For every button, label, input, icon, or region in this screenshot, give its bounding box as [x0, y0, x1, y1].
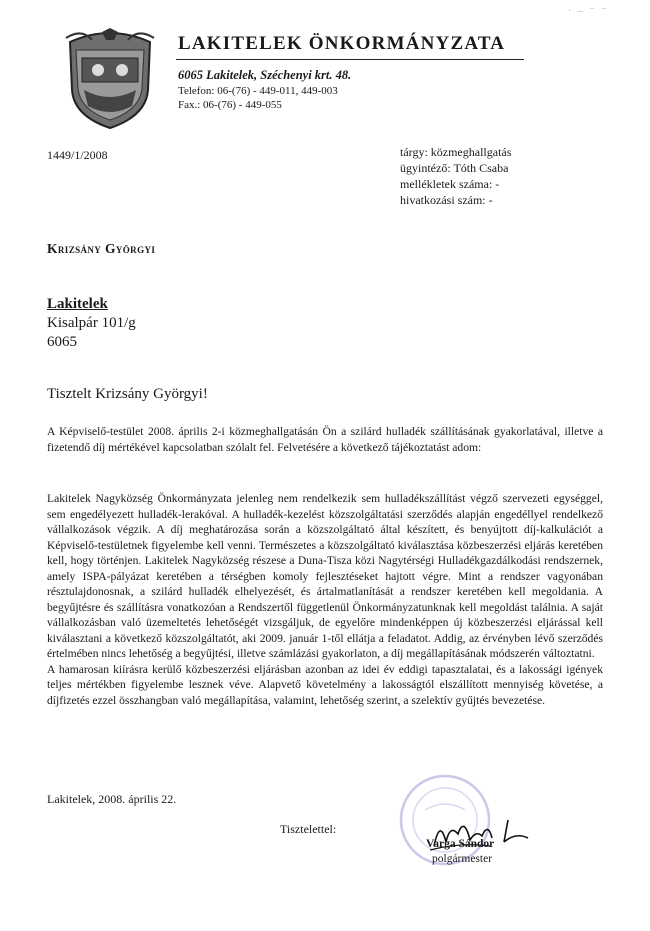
- recipient-postcode: 6065: [47, 334, 77, 350]
- organization-address: 6065 Lakitelek, Széchenyi krt. 48.: [178, 68, 352, 82]
- body-paragraph-2: [47, 491, 603, 708]
- body-paragraph-3-text: A hamarosan kiírásra kerülő közbeszerzési eljárásban azonban az idei év eddigi tapasztalatai, és a lakossági igények teljes mértékben figyelembe lesznek véve. Alapvető követelmény a lakosságtól elszállított mennyiség követése, a díjfizetés ezzel összhangban való megállapítása, valamint, lehetőség szerint, a szelektív gyűjtés bevezetése.: [47, 662, 603, 707]
- body-paragraph-1: A Képviselő-testület 2008. április 2-i közmeghallgatásán Ön a szilárd hulladék szállításának gyakorlatával, illetve a fizetendő díj mértékével kapcsolatban szólalt fel. Felvetésére a következő tájékoztatást adom:: [47, 425, 603, 454]
- letter-metadata: [400, 144, 620, 208]
- subject-line: tárgy: közmeghallgatás: [400, 145, 512, 159]
- recipient-street: Kisalpár 101/g: [47, 315, 136, 331]
- officer-line: ügyintéző: Tóth Csaba: [400, 161, 509, 175]
- closing-regards: Tisztelettel:: [280, 822, 337, 836]
- organization-phone: Telefon: 06-(76) - 449-011, 449-003: [178, 85, 338, 97]
- reference-line: hivatkozási szám: -: [400, 193, 493, 207]
- recipient-address: [47, 295, 136, 352]
- signer-name: Varga Sándor: [426, 838, 495, 850]
- reference-number: 1449/1/2008: [47, 148, 108, 162]
- recipient-city: Lakitelek: [47, 296, 108, 312]
- closing-date: Lakitelek, 2008. április 22.: [47, 792, 177, 806]
- signer-title: polgármester: [432, 853, 493, 865]
- municipal-crest-logo: [62, 28, 158, 130]
- organization-fax: Fax.: 06-(76) - 449-055: [178, 99, 282, 111]
- header-divider: [176, 59, 524, 60]
- body-paragraph-2-text: Lakitelek Nagyközség Önkormányzata jelenleg nem rendelkezik sem hulladékszállítást végző szervezeti egységgel, sem engedélyezett hulladék-lerakóval. A hulladék-kezelést közszolgáltatási szerződés alapján engedéllyel rendelkező vállalkozások végzik. A díj meghatározása során a közszolgáltató által készített, és benyújtott díj-kalkulációt a Képviselő-testületnek figyelembe kell venni. Természetes a közszolgáltató kiválasztása közbeszerzési eljárás keretében kell, hogy történjen. Lakitelek Nagyközség részese a Duna-Tisza közi Nagytérségi Hulladékgazdálkodási rendszernek, amely ISPA-pályázat keretében a térségben komoly fejlesztéseket hajtott végre. Mint a rendszer vagyonában résztulajdonosnak, a szilárd hulladék elhelyezését, és ártalmatlanítását a rendszer keretében kell megoldania. A begyűjtésre és szállításra vonatkozóan a Rendszertől függetlenül Önkormányzatunknak kell megoldást találnia. A saját vállalkozásban való üzemeltetés lehetőségét vizsgáljuk, de egyelőre mindenképpen új közbeszerzési eljárással kell kiválasztani a következő közszolgáltatót, aki 2009. január 1-től ellátja a feladatot. Addig, az érvényben lévő szerződés értelmében nincs lehetőség a begyűjtési, illetve számlázási gyakorlaton, a díj megállapításának módszerén változtatni.: [47, 492, 603, 660]
- attachments-line: mellékletek száma: -: [400, 177, 500, 191]
- organization-name: LAKITELEK ÖNKORMÁNYZATA: [178, 33, 506, 54]
- salutation: Tisztelt Krizsány Györgyi!: [47, 386, 208, 402]
- corner-mark: · ‒ ⁻ ⁻: [568, 6, 609, 17]
- recipient-name: Krizsány Györgyi: [47, 241, 156, 256]
